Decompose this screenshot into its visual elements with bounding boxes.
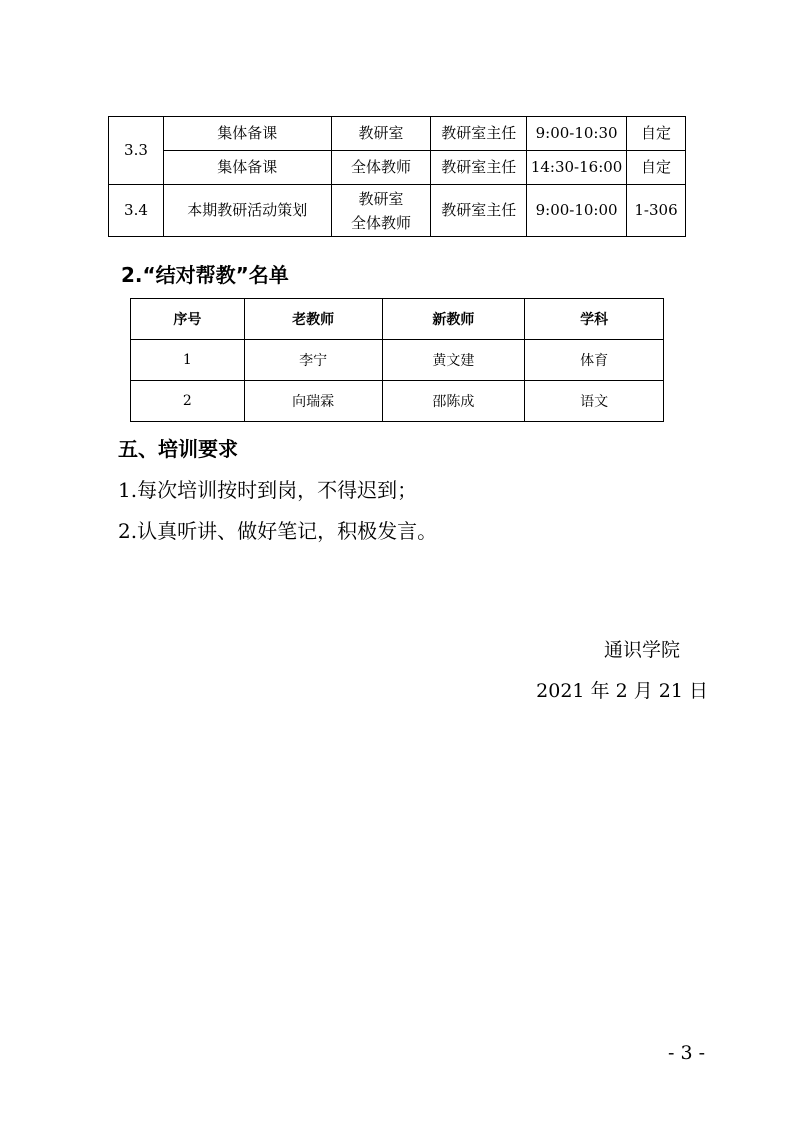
time-cell: 14:30-16:00 (527, 151, 627, 185)
table-row (131, 381, 664, 422)
table-row (131, 340, 664, 381)
subject-cell: 体育 (525, 340, 664, 381)
signature-org: 通识学院 (603, 639, 680, 661)
day-cell: 3.3 (109, 117, 164, 185)
participant-line: 教研室 (358, 189, 404, 208)
header-junior: 新教师 (382, 299, 525, 340)
table-row (109, 185, 686, 237)
no-cell: 2 (131, 381, 245, 422)
junior-cell: 黄文建 (382, 340, 525, 381)
header-senior: 老教师 (244, 299, 382, 340)
section-heading: 五、培训要求 (118, 437, 238, 461)
place-cell: 自定 (627, 117, 686, 151)
time-cell: 9:00-10:00 (527, 185, 627, 237)
host-cell: 教研室主任 (431, 185, 527, 237)
requirement-item: 1.每次培训按时到岗，不得迟到； (118, 478, 418, 502)
signature-date: 2021 年 2 月 21 日 (536, 680, 708, 702)
junior-cell: 邵陈成 (382, 381, 525, 422)
header-subject: 学科 (525, 299, 664, 340)
participants-cell (331, 185, 431, 237)
participants-cell: 教研室 (331, 117, 431, 151)
no-cell: 1 (131, 340, 245, 381)
table-header-row (131, 299, 664, 340)
pair-table (130, 298, 664, 422)
participant-line: 全体教师 (350, 213, 411, 232)
senior-cell: 向瑞霖 (244, 381, 382, 422)
time-cell: 9:00-10:30 (527, 117, 627, 151)
subject-cell: 语文 (525, 381, 664, 422)
page-number: - 3 - (667, 1042, 705, 1064)
table-row (109, 117, 686, 151)
requirement-item: 2.认真听讲、做好笔记，积极发言。 (118, 519, 438, 543)
section-heading: 2.“结对帮教”名单 (121, 263, 289, 287)
senior-cell: 李宁 (244, 340, 382, 381)
place-cell: 自定 (627, 151, 686, 185)
place-cell: 1-306 (627, 185, 686, 237)
host-cell: 教研室主任 (431, 151, 527, 185)
participants-cell: 全体教师 (331, 151, 431, 185)
schedule-table (108, 116, 686, 237)
header-no: 序号 (131, 299, 245, 340)
content-cell: 集体备课 (163, 117, 331, 151)
host-cell: 教研室主任 (431, 117, 527, 151)
day-cell: 3.4 (109, 185, 164, 237)
content-cell: 本期教研活动策划 (163, 185, 331, 237)
content-cell: 集体备课 (163, 151, 331, 185)
table-row (109, 151, 686, 185)
